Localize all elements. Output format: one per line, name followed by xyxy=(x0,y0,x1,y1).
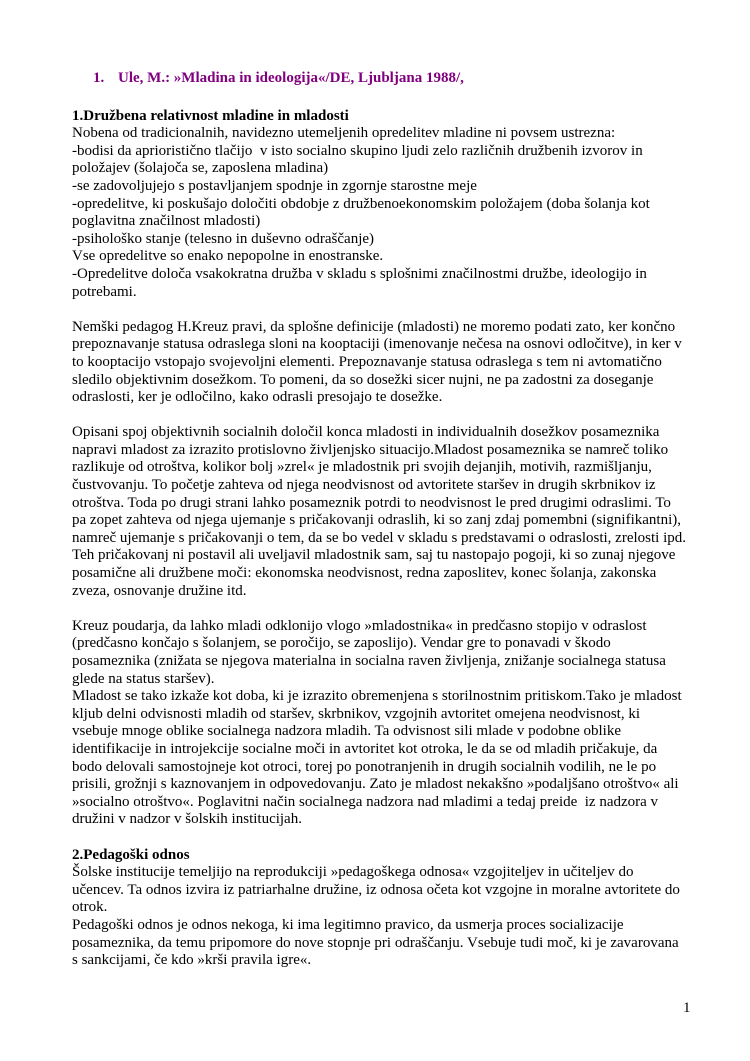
text-line: (predčasno končajo s šolanjem, se poročijo, se zaposlijo). Vendar gre to ponavadi v škodo xyxy=(72,635,611,652)
text-line: -opredelitve, ki poskušajo določiti obdobje z družbenoekonomskim položajem (doba šolanja kot xyxy=(72,195,650,212)
text-line: Kreuz poudarja, da lahko mladi odklonijo vlogo »mladostnika« in predčasno stopijo v odraslost xyxy=(72,617,647,634)
section-1-paragraph-3 xyxy=(72,424,702,600)
section-1-paragraph-1 xyxy=(72,125,702,301)
section-2-title: 2.Pedagoški odnos xyxy=(72,846,190,863)
text-line: kljub delni odvisnosti mladih od staršev, skrbnikov, vzgojnih avtoritet omejena neodvisnost, ki xyxy=(72,705,640,722)
text-line: otroštva. Toda po drugi strani lahko posameznik potrdi to neodvisnost le pred drugimi odraslimi. To xyxy=(72,494,671,511)
text-line: vsebuje mnoge oblike socialnega nadzora mladih. Ta odvisnost sili mlade v podobne oblike xyxy=(72,723,621,740)
paragraph-gap xyxy=(72,301,702,319)
paragraph-gap xyxy=(72,829,702,847)
text-line: -bodisi da apriorističnо tlačijo v isto socialno skupino ljudi zelo različnih družbenih izvorov in xyxy=(72,142,643,159)
text-line: pa zopet zahteva od njega ujemanje s pričakovanji odraslih, ki so zanj zdaj pomembni (signifikantni), xyxy=(72,512,681,529)
text-line: identifikacije in introjekcije socialne moči in avtoritet kot otroka, le da se od mladih pričakuje, da xyxy=(72,740,658,757)
text-line: -se zadovoljujejo s postavljanjem spodnje in zgornje starostne meje xyxy=(72,177,477,194)
text-line: razlikuje od otroštva, kolikor bolj »zrel« je mladostnik pri svojih dejanjih, motivih, razmišljanju, xyxy=(72,459,652,476)
section-1 xyxy=(72,108,702,847)
text-line: namreč ujemanje s pričakovanji o tem, da se bo vedel v skladu s predstavami o odraslosti, zrelosti ipd. xyxy=(72,529,687,546)
text-line: napravi mladost za izrazito protislovno življenjsko situacijo.Mladost posameznika se namreč toliko xyxy=(72,441,669,458)
text-line: s sankcijami, če kdo »krši pravila igre«. xyxy=(72,952,312,969)
text-line: Šolske institucije temeljijo na reprodukciji »pedagoškega odnosa« vzgojiteljev in učiteljev do xyxy=(72,864,634,881)
text-line: Mladost se tako izkaže kot doba, ki je izrazito obremenjena s storilnostnim pritiskom.Tako je mladost xyxy=(72,688,682,705)
text-line: sledilo objektivnim dosežkom. To pomeni, da so dosežki sicer nujni, ne pa zadostni za doseganje xyxy=(72,371,654,388)
reference-number: 1. xyxy=(93,70,105,86)
text-line: otrok. xyxy=(72,899,108,916)
paragraph-gap xyxy=(72,600,702,618)
text-line: Pedagoški odnos je odnos nekoga, ki ima legitimno pravico, da usmerja proces socializacije xyxy=(72,916,624,933)
section-1-title: 1.Družbena relativnost mladine in mladosti xyxy=(72,107,349,124)
text-line: čustvovanju. To početje zahteva od njega neodvisnost od avtoritete staršev in drugih skrbnikov iz xyxy=(72,477,656,494)
text-line: Nobena od tradicionalnih, navidezno utemeljenih opredelitev mladine ni povsem ustrezna: xyxy=(72,125,616,142)
text-line: položajev (šolajoča se, zaposlena mladina) xyxy=(72,160,329,177)
text-line: potrebami. xyxy=(72,283,137,300)
text-line: učencev. Ta odnos izvira iz patriarhalne družine, iz odnosa očeta kot vzgojne in moralne avtoritete do xyxy=(72,881,680,898)
text-line: prepoznavanje statusa odraslega sloni na kooptaciji (imenovanje nečesa na osnovi odločitve), in ker v xyxy=(72,336,682,353)
reference-list-item xyxy=(72,70,702,88)
text-line: to kooptacijo vstopajo svojevoljni elementi. Prepoznavanje statusa odraslega s tem ni avtomatično xyxy=(72,353,662,370)
text-line: poglavitna značilnost mladosti) xyxy=(72,213,261,230)
text-line: Nemški pedagog H.Kreuz pravi, da splošne definicije (mladosti) ne moremo podati zato, ker končno xyxy=(72,318,676,335)
text-line: -psihološko stanje (telesno in duševno odraščanje) xyxy=(72,230,375,247)
section-2 xyxy=(72,847,702,970)
text-line: glede na status staršev). xyxy=(72,670,215,687)
section-1-paragraph-2 xyxy=(72,319,702,407)
text-line: posameznika (znižata se njegova materialna in socialna raven življenja, znižanje socialnega statusa xyxy=(72,653,666,669)
text-line: Opisani spoj objektivnih socialnih določil konca mladosti in individualnih dosežkov posameznika xyxy=(72,424,660,441)
text-line: Vse opredelitve so enako nepopolne in enostranske. xyxy=(72,248,384,265)
text-line: bodo delovali samostojneje kot otroci, torej po ponotranjenih in drugih socialnih vodilih, ne le po xyxy=(72,758,657,775)
text-line: posameznika, da temu pripomore do nove stopnje pri odraščanju. Vsebuje tudi moč, ki je zavarovana xyxy=(72,934,679,951)
section-1-paragraph-4 xyxy=(72,618,702,829)
paragraph-gap xyxy=(72,407,702,425)
document-page xyxy=(72,70,702,970)
text-line: Teh pričakovanj ni postavil ali uveljavil mladostnik sam, saj tu nastopajo pogoji, ki so zunaj njegove xyxy=(72,547,676,564)
text-line: »socialno otroštvo«. Poglavitni način socialnega nadzora nad mladimi a tedaj preide iz nadzora v xyxy=(72,793,659,810)
text-line: prisili, grožnji s kaznovanjem in odpovedovanju. Zato je mladost nekakšno »podaljšano otroštvo« ali xyxy=(72,776,679,793)
reference-citation: Ule, M.: »Mladina in ideologija«/DE, Ljubljana 1988/, xyxy=(118,70,464,86)
text-line: posamične ali družbene moči: ekonomska neodvisnost, redna zaposlitev, konec šolanja, zakonska xyxy=(72,565,657,582)
section-2-paragraph-1 xyxy=(72,864,702,970)
text-line: -Opredelitve določa vsakokratna družba v skladu s splošnimi značilnostmi družbe, ideologijo in xyxy=(72,265,647,282)
text-line: odraslosti, ker je odločilno, kako odrasli presojajo te dosežke. xyxy=(72,389,443,406)
page-number: 1 xyxy=(683,1000,691,1016)
text-line: zveza, osnovanje družine itd. xyxy=(72,582,247,599)
text-line: družini v nadzor v šolskih institucijah. xyxy=(72,811,302,828)
